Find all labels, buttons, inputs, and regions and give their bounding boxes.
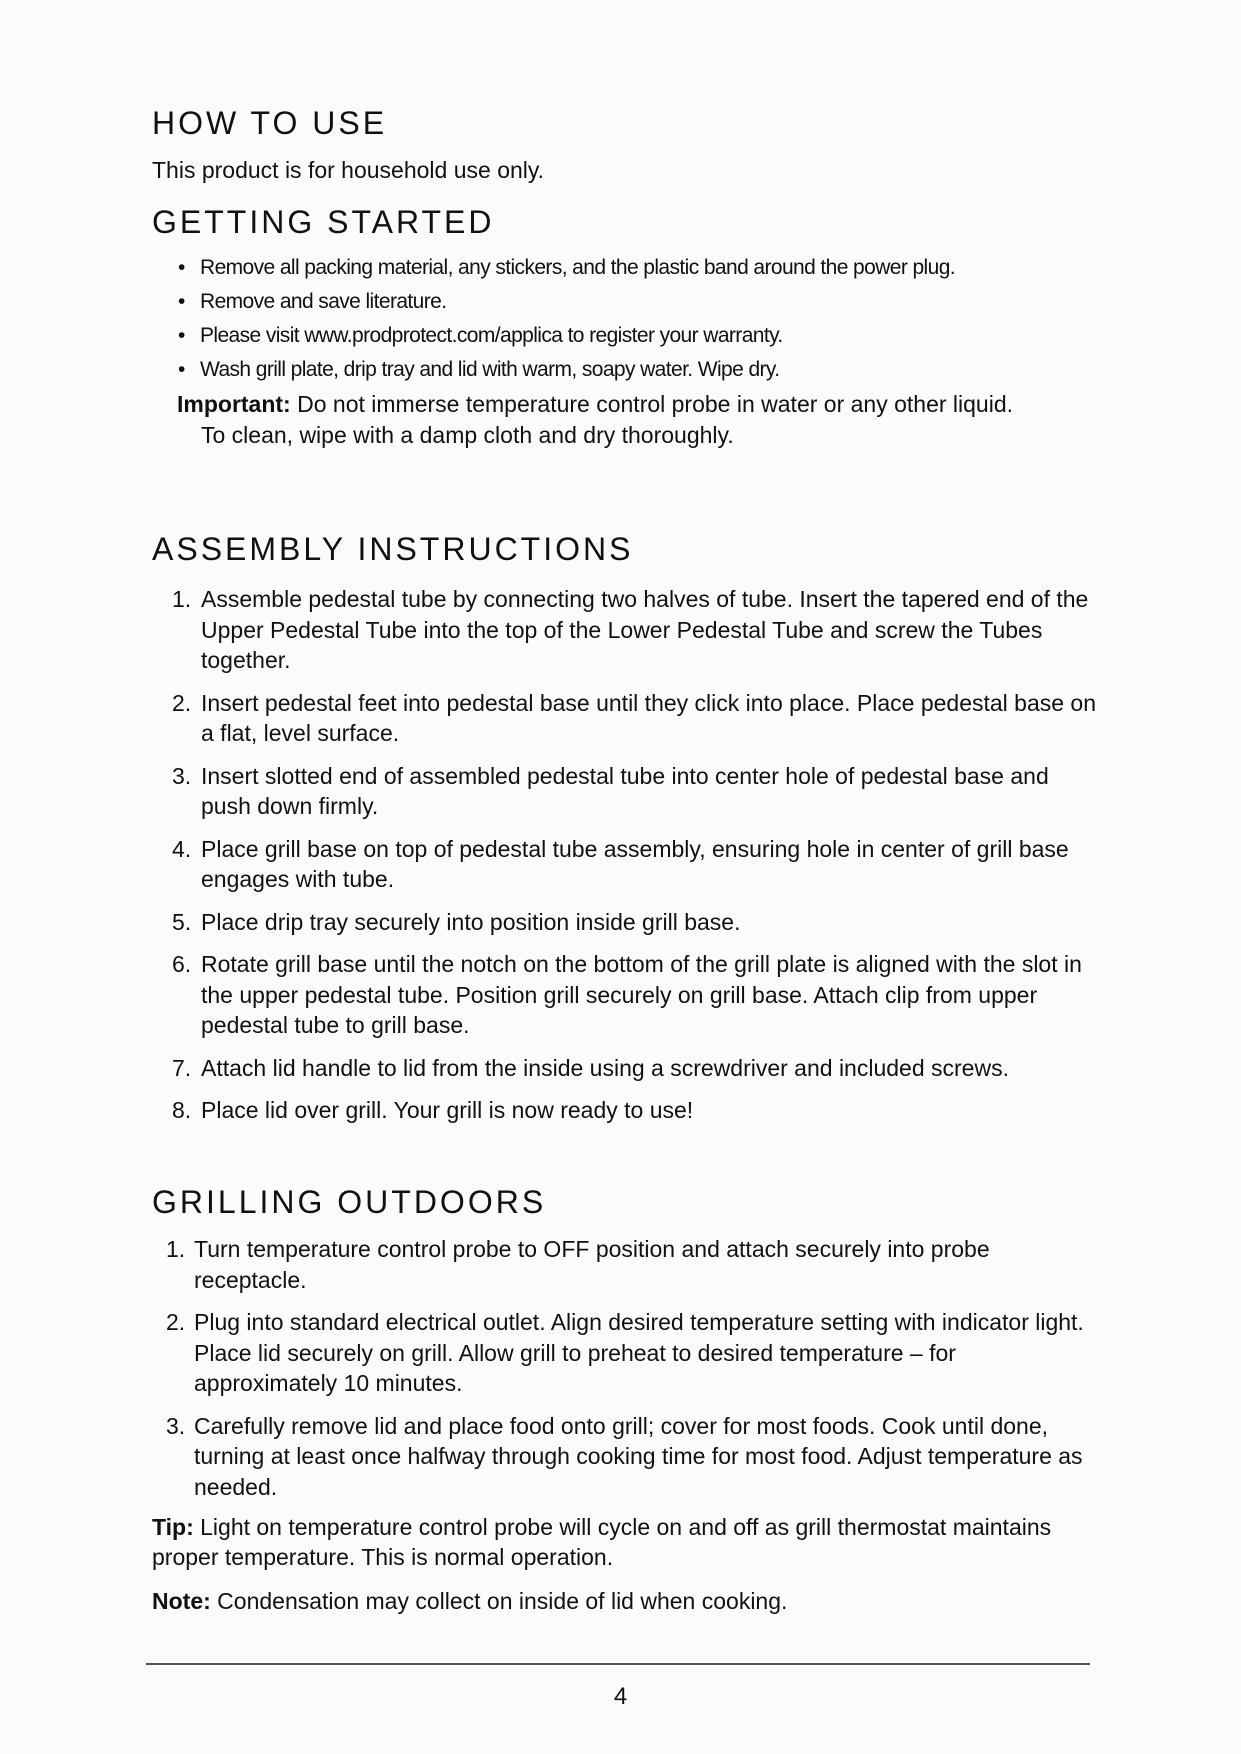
getting-started-heading: GETTING STARTED (152, 204, 495, 240)
step-text: Assemble pedestal tube by connecting two halves of tube. Insert the tapered end of the Upper Pedestal Tube into the top of the Lower Pedestal Tube and screw the Tubes together. (201, 586, 1089, 673)
note-label: Note: (152, 1588, 211, 1614)
list-item (172, 834, 1102, 895)
step-number: 2. (166, 1309, 186, 1335)
list-item (148, 1307, 1100, 1399)
list-item: • Wash grill plate, drip tray and lid with warm, soapy water. Wipe dry. (178, 355, 1118, 389)
step-text: Insert slotted end of assembled pedestal tube into center hole of pedestal base and push down firmly. (201, 762, 1049, 819)
list-item (148, 1234, 1100, 1295)
grilling-outdoors-heading: GRILLING OUTDOORS (152, 1184, 547, 1220)
important-text-continued: To clean, wipe with a damp cloth and dry thoroughly. (201, 422, 734, 448)
list-item (172, 1053, 1102, 1084)
how-to-use-heading: HOW TO USE (152, 105, 388, 141)
tip-text: Light on temperature control probe will cycle on and off as grill thermostat maintains proper temperature. This is normal operation. (152, 1514, 1052, 1570)
household-use-text: This product is for household use only. (152, 157, 545, 183)
step-text: Carefully remove lid and place food onto grill; cover for most foods. Cook until done, turning at least once halfway through cooking time for most food. Adjust temperature as needed. (194, 1412, 1083, 1500)
step-text: Turn temperature control probe to OFF position and attach securely into probe receptacle. (194, 1236, 990, 1293)
step-text: Rotate grill base until the notch on the bottom of the grill plate is aligned with the slot in the upper pedestal tube. Position grill securely on grill base. Attach clip from upper pedestal tube to grill base. (201, 951, 1082, 1038)
step-number: 6. (172, 951, 192, 977)
list-item (172, 949, 1102, 1041)
step-number: 2. (172, 689, 192, 716)
step-number: 3. (166, 1412, 186, 1439)
page-number: 4 (613, 1683, 628, 1710)
note-text: Condensation may collect on inside of lid when cooking. (217, 1588, 788, 1614)
footer-divider (146, 1663, 1090, 1665)
step-number: 3. (172, 762, 192, 789)
list-item (172, 1095, 1102, 1126)
important-note (177, 389, 1117, 451)
step-number: 4. (172, 835, 192, 862)
step-number: 5. (172, 908, 192, 935)
important-text: Do not immerse temperature control probe in water or any other liquid. (297, 391, 1014, 417)
step-text: Place drip tray securely into position inside grill base. (201, 908, 741, 935)
step-text: Insert pedestal feet into pedestal base until they click into place. Place pedestal base on a flat, level surface. (201, 689, 1097, 746)
step-text: Place lid over grill. Your grill is now ready to use! (201, 1097, 694, 1123)
grilling-steps (148, 1234, 1100, 1514)
condensation-note (152, 1586, 1062, 1616)
assembly-steps (172, 584, 1102, 1138)
list-item: • Please visit www.prodprotect.com/applica to register your warranty. (178, 321, 1118, 355)
list-item (172, 907, 1102, 938)
getting-started-list (178, 253, 1118, 389)
important-label: Important: (177, 391, 291, 417)
step-text: Attach lid handle to lid from the inside using a screwdriver and included screws. (201, 1054, 1009, 1081)
list-item: • Remove and save literature. (178, 287, 1118, 321)
tip-note (152, 1512, 1062, 1572)
step-text: Plug into standard electrical outlet. Align desired temperature setting with indicator light. Place lid securely on grill. Allow grill to preheat to desired temperature – for approximately 10 minutes. (194, 1309, 1084, 1396)
list-item (172, 761, 1102, 822)
assembly-instructions-heading: ASSEMBLY INSTRUCTIONS (152, 531, 634, 567)
step-text: Place grill base on top of pedestal tube assembly, ensuring hole in center of grill base engages with tube. (201, 835, 1069, 892)
list-item (148, 1411, 1100, 1503)
step-number: 1. (172, 586, 192, 612)
tip-label: Tip: (152, 1514, 194, 1540)
list-item: • Remove all packing material, any stickers, and the plastic band around the power plug. (178, 253, 1118, 287)
step-number: 1. (166, 1236, 186, 1262)
step-number: 8. (172, 1097, 192, 1123)
list-item (172, 688, 1102, 749)
step-number: 7. (172, 1054, 192, 1081)
list-item (172, 584, 1102, 676)
